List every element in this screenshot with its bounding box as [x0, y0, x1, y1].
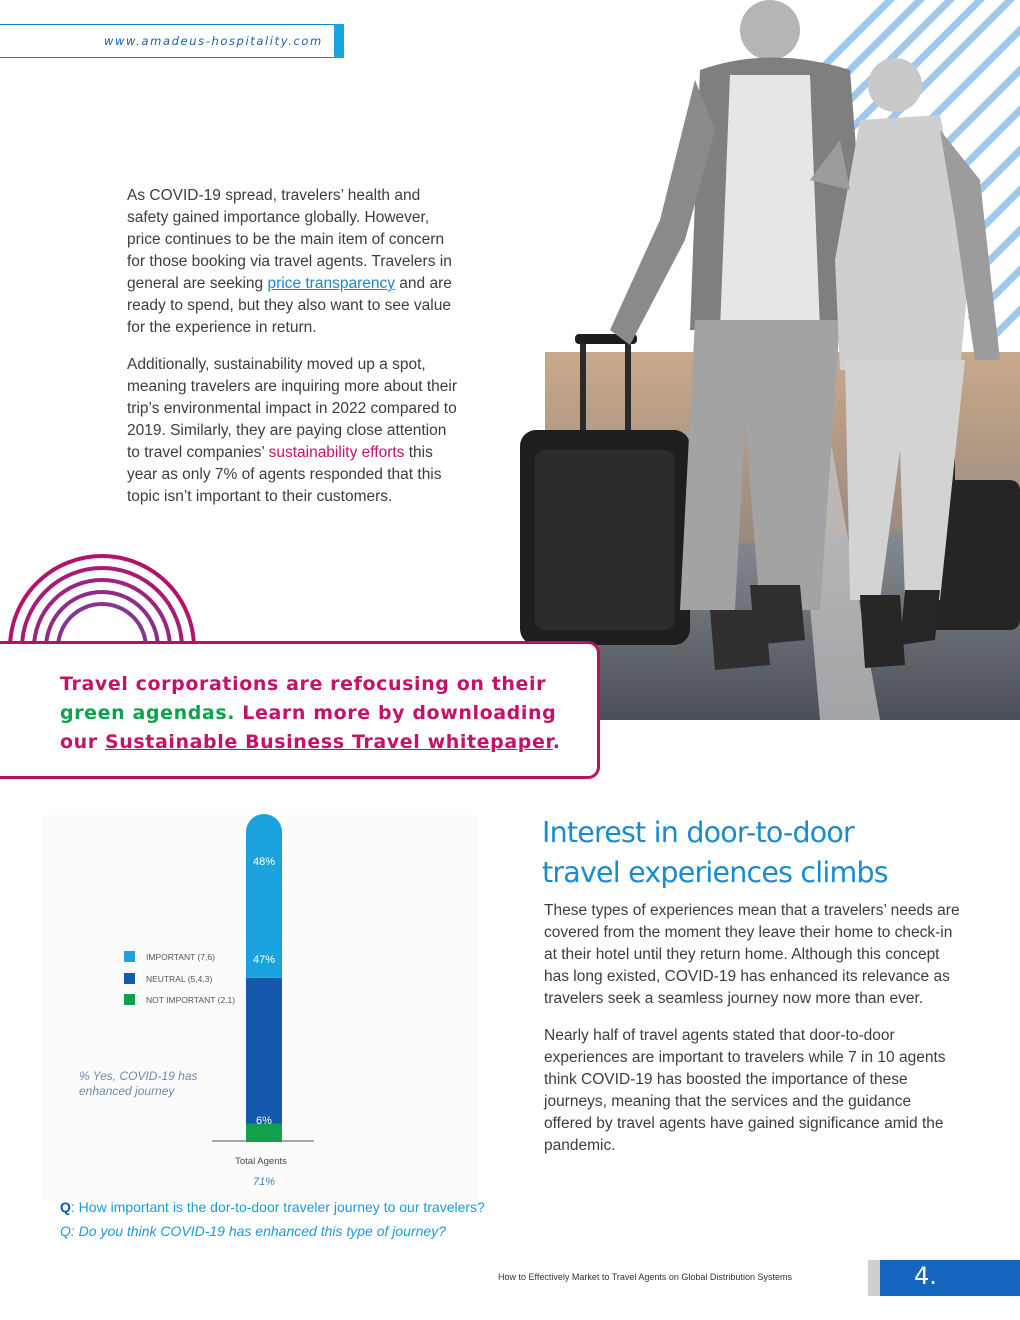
legend-item-neutral: NEUTRAL (5,4,3) — [124, 973, 212, 984]
callout-text: Travel corporations are refocusing on their green agendas. Learn more by downloading our Sustainable Business Travel whitepaper. — [60, 673, 561, 753]
intro-paragraph-2: Additionally, sustainability moved up a spot, meaning travelers are inquiring more about their trip’s environmental impact in 2022 compared to 2019. Similarly, they are paying close attention to travel companies’ sustainability efforts this year as only 7% of agents responded that this topic isn’t important to their customers. — [127, 356, 457, 505]
footer-document-title: How to Effectively Market to Travel Agents on Global Distribution Systems — [498, 1272, 792, 1282]
legend-item-important: IMPORTANT (7,6) — [124, 951, 215, 962]
legend-swatch-important — [124, 951, 135, 962]
page-number-box — [880, 1260, 1020, 1296]
website-url-link[interactable]: www.amadeus-hospitality.com — [104, 34, 323, 48]
legend-swatch-not-important — [124, 994, 135, 1005]
page-number: 4. — [914, 1262, 937, 1290]
legend-swatch-neutral — [124, 973, 135, 984]
legend-item-not-important: NOT IMPORTANT (2,1) — [124, 994, 235, 1005]
x-axis-category-label: Total Agents — [235, 1156, 287, 1167]
section-paragraph-2: Nearly half of travel agents stated that door-to-door experiences are important to travelers while 7 in 10 agents think COVID-19 has boosted the importance of these journeys, meaning that the services and the guidance offered by travel agents have gained significance amid the pandemic. — [544, 1027, 946, 1154]
door-to-door-text-column — [544, 900, 960, 1172]
bar-label-important: 48% — [252, 856, 276, 868]
secondary-value-label: 71% — [252, 1176, 276, 1188]
whitepaper-link[interactable]: Sustainable Business Travel whitepaper — [104, 731, 553, 753]
bar-segment-neutral — [246, 978, 282, 1124]
sustainability-efforts-link[interactable]: sustainability efforts — [268, 444, 405, 461]
section-title: Interest in door-to-door travel experiences climbs — [542, 816, 888, 889]
bar-label-not-important: 6% — [256, 1115, 272, 1127]
intro-paragraph-1: As COVID-19 spread, travelers’ health and safety gained importance globally. However, price continues to be the main item of concern for those booking via travel agents. Travelers in general are seeking price transparency and are ready to spend, but they also want to see value for the experience in return. — [127, 187, 452, 336]
page-number-accent — [868, 1260, 880, 1296]
price-transparency-link[interactable]: price transparency — [267, 275, 395, 292]
bar-label-neutral: 47% — [252, 954, 276, 966]
question-1: Q: How important is the dor-to-door traveler journey to our travelers? — [60, 1199, 485, 1215]
question-2: Q: Do you think COVID-19 has enhanced this type of journey? — [60, 1223, 446, 1239]
chart-secondary-note: % Yes, COVID-19 has enhanced journey — [79, 1069, 198, 1098]
section-paragraph-1: These types of experiences mean that a travelers’ needs are covered from the moment they leave their home to check-in at their hotel until they return home. Although this concept has long existed, COVID-19 has enhanced its relevance as travelers seek a seamless journey now more than ever. — [544, 902, 960, 1007]
